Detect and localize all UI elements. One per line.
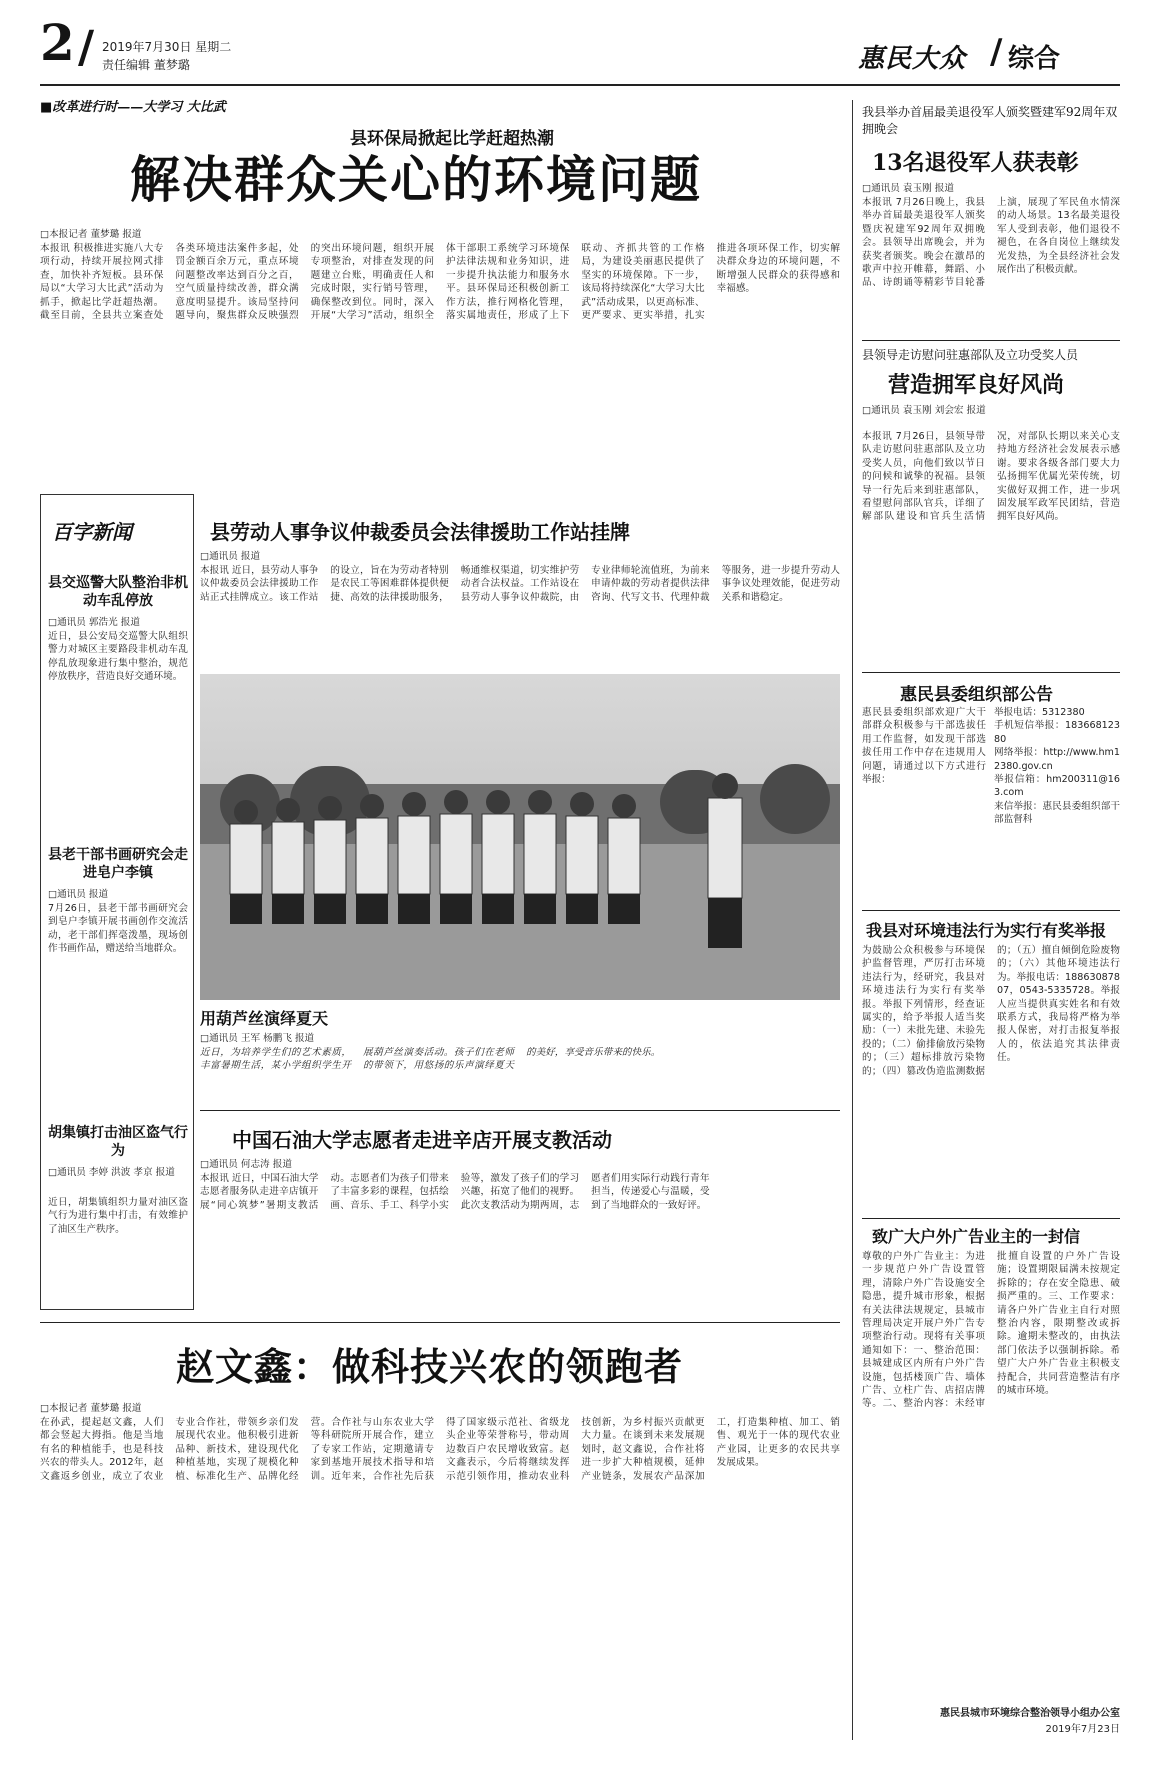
- right-lower-title: 我县对环境违法行为实行有奖举报: [866, 921, 1107, 940]
- right-mid-byline: □通讯员 袁玉刚 刘会宏 报道: [862, 405, 986, 416]
- right-rule-1: [862, 340, 1120, 341]
- photo-byline: □通讯员 王军 杨鹏飞 报道: [200, 1033, 315, 1044]
- right-mid-title: 营造拥军良好风尚: [888, 372, 1065, 398]
- sidebar-item-title: 胡集镇打击油区盗气行为: [48, 1125, 188, 1159]
- photo-caption: 用葫芦丝演绎夏天: [200, 1009, 329, 1028]
- right-rule-2: [862, 672, 1120, 673]
- volunteer-byline: □通讯员 何志涛 报道: [200, 1159, 292, 1170]
- sidebar-item-byline: □通讯员 郭浩光 报道: [48, 617, 140, 628]
- letter-body: 尊敬的户外广告业主：为进一步规范户外广告设置管理，清除户外广告设施安全隐患，提升城市形象，根据有关法律法规规定，县城市管理局决定开展户外广告专项整治行动。现将有关事项通知如下：一、整治范围：县城建成区内所有户外广告设施，包括楼顶广告、墙体广告、立柱广告、店招店牌等。二、整治内容：未经审批擅自设置的户外广告设施；设置期限届满未按规定拆除的；存在安全隐患、破损严重的。三、工作要求：请各户外广告业主自行对照整治内容，限期整改或拆除。逾期未整改的，由执法部门依法予以强制拆除。希望广大户外广告业主积极支持配合，共同营造整洁有序的城市环境。: [862, 1251, 1120, 1410]
- notice-contacts: 举报电话：5312380 手机短信举报：18366812380 网络举报：http://www.hm12380.gov.cn 举报信箱：hm200311@163.com 来信举报：惠民县委组织部干部监督科: [994, 707, 1120, 826]
- column-tag: ■改革进行时——大学习 大比武: [40, 100, 226, 115]
- photo: [200, 674, 840, 1000]
- masthead-slash: /: [990, 32, 1003, 72]
- labor-byline: □通讯员 报道: [200, 551, 261, 562]
- right-mid-body: 本报讯 7月26日，县领导带队走访慰问驻惠部队及立功受奖人员，向他们致以节日的问候和诚挚的祝福。县领导一行先后来到驻惠部队，看望慰问部队官兵，详细了解部队建设和官兵生活情况，对部队长期以来关心支持地方经济社会发展表示感谢。要求各级各部门要大力弘扬拥军优属光荣传统，切实做好双拥工作，进一步巩固发展军政军民团结，营造拥军良好风尚。: [862, 431, 1120, 523]
- right-lower-body: 为鼓励公众积极参与环境保护监督管理，严厉打击环境违法行为，经研究，我县对环境违法行为实行有奖举报。举报下列情形，经查证属实的，给予举报人适当奖励：（一）未批先建、未验先投的；（二）偷排偷放污染物的；（三）超标排放污染物的；（四）篡改伪造监测数据的；（五）擅自倾倒危险废物的；（六）其他环境违法行为。举报电话：18863087807，0543-5335728。举报人应当提供真实姓名和有效联系方式，我局将严格为举报人保密，对打击报复举报人的，依法追究其法律责任。: [862, 945, 1120, 1077]
- page-slash: /: [78, 22, 95, 73]
- sidebar-item-title: 县老干部书画研究会走进皂户李镇: [48, 847, 188, 881]
- right-top-body: 本报讯 7月26日晚上，我县举办首届最美退役军人颁奖暨庆祝建军92周年双拥晚会。县领导出席晚会，并为获奖者颁奖。晚会在激昂的歌声中拉开帷幕，舞蹈、小品、诗朗诵等精彩节目轮番上演，展现了军民鱼水情深的动人场景。13名最美退役军人受到表彰，他们退役不褪色，在各自岗位上继续发光发热，为全县经济社会发展作出了积极贡献。: [862, 197, 1120, 289]
- volunteer-title: 中国石油大学志愿者走进辛店开展支教活动: [232, 1128, 612, 1152]
- right-rule-3: [862, 910, 1120, 911]
- photo-rule: [200, 1110, 840, 1111]
- labor-title: 县劳动人事争议仲裁委员会法律援助工作站挂牌: [210, 520, 630, 544]
- lead-title: 解决群众关心的环境问题: [130, 150, 702, 209]
- masthead-paper-name: 惠民大众: [858, 44, 967, 74]
- sidebar-item-title: 县交巡警大队整治非机动车乱停放: [48, 575, 188, 609]
- header-rule: [40, 84, 1120, 86]
- right-column-divider: [852, 100, 853, 1740]
- feature-body: 在孙武，提起赵文鑫，人们都会竖起大拇指。他是当地有名的种植能手，也是科技兴农的带头人。2012年，赵文鑫返乡创业，成立了农业专业合作社，带领乡亲们发展现代农业。他积极引进新品种、新技术，建设现代化种植基地，实现了规模化种植、标准化生产、品牌化经营。合作社与山东农业大学等科研院所开展合作，建立了专家工作站，定期邀请专家到基地开展技术指导和培训。近年来，合作社先后获得了国家级示范社、省级龙头企业等荣誉称号，带动周边数百户农民增收致富。赵文鑫表示，今后将继续发挥示范引领作用，推动农业科技创新，为乡村振兴贡献更大力量。在谈到未来发展规划时，赵文鑫说，合作社将进一步扩大种植规模，延伸产业链条，发展农产品深加工，打造集种植、加工、销售、观光于一体的现代农业产业园，让更多的农民共享发展成果。: [40, 1417, 840, 1482]
- feature-rule: [40, 1322, 840, 1323]
- right-top-title: 13名退役军人获表彰: [872, 150, 1079, 176]
- editor: 责任编辑 董梦璐: [102, 58, 190, 72]
- sidebar-item-byline: □通讯员 李婷 洪波 孝京 报道: [48, 1167, 175, 1178]
- notice-title: 惠民县委组织部公告: [900, 685, 1053, 705]
- labor-body: 本报讯 近日，县劳动人事争议仲裁委员会法律援助工作站正式挂牌成立。该工作站的设立，旨在为劳动者特别是农民工等困难群体提供便捷、高效的法律援助服务，畅通维权渠道，切实维护劳动者合法权益。工作站设在县劳动人事争议仲裁院，由专业律师轮流值班，为前来申请仲裁的劳动者提供法律咨询、代写文书、代理仲裁等服务，进一步提升劳动人事争议处理效能，促进劳动关系和谐稳定。: [200, 565, 840, 603]
- volunteer-body: 本报讯 近日，中国石油大学志愿者服务队走进辛店镇开展“同心筑梦”暑期支教活动。志愿者们为孩子们带来了丰富多彩的课程，包括绘画、音乐、手工、科学小实验等，激发了孩子们的学习兴趣，拓宽了他们的视野。此次支教活动为期两周，志愿者们用实际行动践行青年担当，传递爱心与温暖，受到了当地群众的一致好评。: [200, 1173, 710, 1211]
- feature-title: 赵文鑫：做科技兴农的领跑者: [176, 1344, 684, 1389]
- right-rule-4: [862, 1218, 1120, 1219]
- notice-body: 惠民县委组织部欢迎广大干部群众积极参与干部选拔任用工作监督，如发现干部选拔任用工作中存在违规用人问题，请通过以下方式进行举报：: [862, 707, 986, 786]
- letter-title: 致广大户外广告业主的一封信: [872, 1227, 1081, 1246]
- right-top-kicker: 我县举办首届最美退役军人颁奖暨建军92周年双拥晚会: [862, 105, 1118, 136]
- lead-byline: □本报记者 董梦璐 报道: [40, 229, 142, 240]
- right-top-byline: □通讯员 袁玉刚 报道: [862, 183, 954, 194]
- letter-date: 2019年7月23日: [1045, 1724, 1120, 1735]
- issue-date: 2019年7月30日 星期二: [102, 40, 232, 54]
- photo-body: 近日，为培养学生们的艺术素质，丰富暑期生活，某小学组织学生开展葫芦丝演奏活动。孩子们在老师的带领下，用悠扬的乐声演绎夏天的美好，享受音乐带来的快乐。: [200, 1047, 661, 1072]
- right-mid-kicker: 县领导走访慰问驻惠部队及立功受奖人员: [862, 348, 1079, 362]
- sidebar-item-body: 近日，胡集镇组织力量对油区盗气行为进行集中打击，有效维护了油区生产秩序。: [48, 1197, 188, 1235]
- letter-signature: 惠民县城市环境综合整治领导小组办公室: [940, 1708, 1120, 1719]
- sidebar-item-body: 7月26日，县老干部书画研究会到皂户李镇开展书画创作交流活动，老干部们挥毫泼墨，现场创作书画作品，赠送给当地群众。: [48, 903, 188, 955]
- section-name: 综合: [1008, 44, 1061, 74]
- sidebar-badge: 百字新闻: [52, 520, 132, 544]
- sidebar-item-body: 近日，县公安局交巡警大队组织警力对城区主要路段非机动车乱停乱放现象进行集中整治，规范停放秩序，营造良好交通环境。: [48, 631, 188, 683]
- sidebar-item-byline: □通讯员 报道: [48, 889, 109, 900]
- lead-body: 本报讯 积极推进实施八大专项行动，持续开展拉网式排查，加快补齐短板。县环保局以“大学习大比武”活动为抓手，掀起比学赶超热潮。截至目前，全县共立案查处各类环境违法案件多起，处罚金额百余万元，重点环境问题整改率达到百分之百，空气质量持续改善，群众满意度明显提升。该局坚持问题导向，聚焦群众反映强烈的突出环境问题，组织开展专项整治，对排查发现的问题建立台账，明确责任人和完成时限，实行销号管理，确保整改到位。同时，深入开展“大学习”活动，组织全体干部职工系统学习环境保护法律法规和业务知识，进一步提升执法能力和服务水平。县环保局还积极创新工作方法，推行网格化管理，落实属地责任，形成了上下联动、齐抓共管的工作格局，为建设美丽惠民提供了坚实的环境保障。下一步，该局将持续深化“大学习大比武”活动成果，以更高标准、更严要求、更实举措，扎实推进各项环保工作，切实解决群众身边的环境问题，不断增强人民群众的获得感和幸福感。: [40, 243, 840, 322]
- feature-byline: □本报记者 董梦璐 报道: [40, 1403, 142, 1414]
- page-number: 2: [40, 13, 75, 72]
- lead-kicker: 县环保局掀起比学赶超热潮: [350, 129, 554, 149]
